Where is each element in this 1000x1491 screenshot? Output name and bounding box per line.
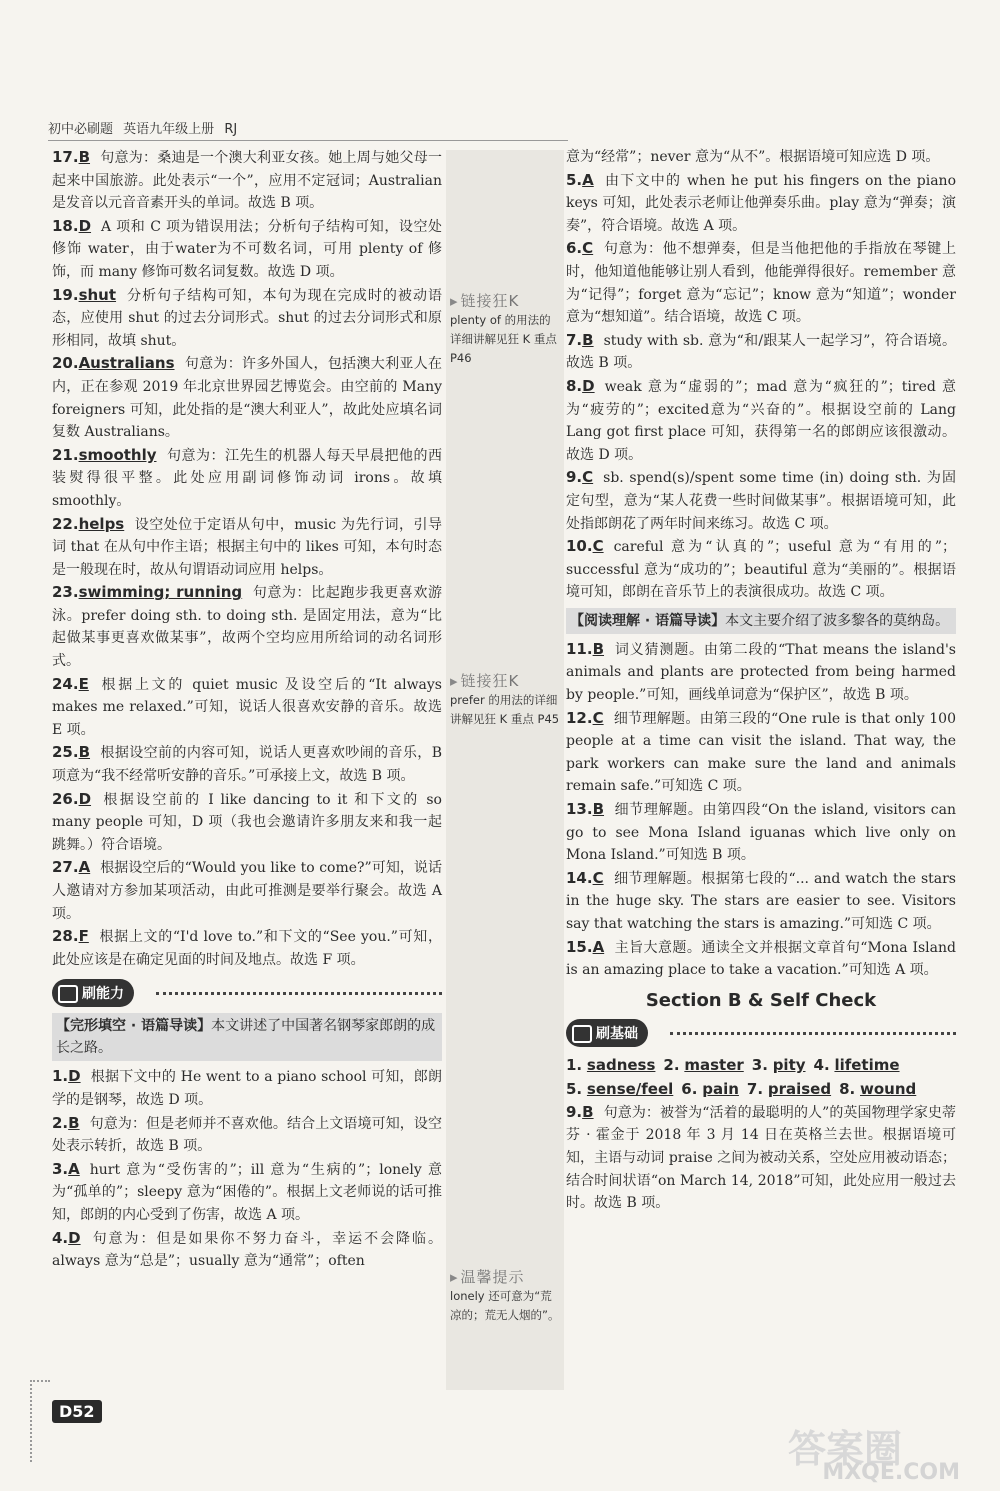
- question-number: 26.: [52, 789, 79, 808]
- question-number: 20.: [52, 354, 79, 373]
- answer-key: D: [582, 376, 595, 395]
- vocab-answer: lifetime: [834, 1055, 900, 1074]
- answer-key: A: [592, 937, 605, 956]
- vocab-row-1: [566, 1053, 956, 1077]
- question-number: 13.: [566, 800, 593, 819]
- answer-item: [52, 1112, 442, 1158]
- answer-item: [566, 466, 956, 535]
- vocab-number: 7.: [746, 1079, 764, 1098]
- explanation-text: 句意为：比起跑步我更喜欢游泳。prefer doing sth. to doing sth. 是固定用法，意为“比起做某事更喜欢做某事”，故两个空均应用所给词的动名词形式。: [52, 585, 442, 670]
- explanation-text: careful 意为“认真的”；useful 意为“有用的”；successful 意为“成功的”；beautiful 意为“美丽的”。根据语境可知，郎朗在音乐节上的表演很成功。故选 C 项。: [566, 539, 956, 601]
- explanation-text: 根据上文的 quiet music 及设空后的“It always makes me relaxed.”可知，说话人很喜欢安静的音乐。故选 E 项。: [52, 676, 442, 738]
- answer-key: C: [582, 239, 594, 258]
- answer-list-reading: [566, 638, 956, 982]
- answer-item: [52, 1065, 442, 1111]
- question-number: 3.: [52, 1159, 69, 1178]
- explanation-text: hurt 意为“受伤害的”；ill 意为“生病的”；lonely 意为“孤单的”；sleepy 意为“困倦的”。根据上文老师说的话可推知，郎朗的内心受到了伤害，故选 A 项。: [52, 1161, 442, 1223]
- answer-key: C: [592, 868, 604, 887]
- vocab-number: 2.: [663, 1055, 680, 1074]
- answer-item: [52, 673, 442, 742]
- answer-item: [52, 444, 442, 513]
- question-number: 8.: [566, 376, 583, 395]
- page-corner-mark: [30, 1380, 50, 1462]
- question-number: 27.: [52, 858, 79, 877]
- answer-key: A: [582, 170, 594, 189]
- answer-item: [566, 707, 956, 798]
- question-number: 23.: [52, 583, 79, 602]
- explanation-text: 细节理解题。由第四段“On the island, visitors can go to see Mona Island iguanas which live only on Mona Island.”可知选 B 项。: [566, 802, 956, 864]
- reading-guide: [566, 608, 956, 634]
- answer-item: [52, 925, 442, 971]
- vocab-answer: pain: [702, 1079, 739, 1098]
- answer-key: D: [78, 789, 92, 808]
- guide-text: 本文主要介绍了波多黎各的莫纳岛。: [725, 612, 950, 629]
- answer-key: E: [78, 674, 89, 693]
- answer-key: B: [78, 148, 91, 166]
- answer-key: swimming; running: [78, 583, 243, 602]
- answer-key: C: [592, 708, 604, 727]
- answer-key: B: [592, 639, 605, 658]
- answer-item: [52, 513, 442, 582]
- explanation-text: 句意为：桑迪是一个澳大利亚女孩。她上周与她父母一起来中国旅游。此处表示“一个”，应用不定冠词；Australian 是发音以元音音素开头的单词。故选 B 项。: [52, 150, 442, 212]
- question-number: 6.: [566, 239, 583, 258]
- vocab-number: 1.: [566, 1055, 583, 1074]
- book-grade: 英语九年级上册: [123, 122, 215, 137]
- answer-key: B: [582, 330, 594, 349]
- answer-item: [52, 146, 442, 215]
- note-text: plenty of 的用法的详细讲解见狂 K 重点 P46: [450, 313, 557, 365]
- left-column: [52, 146, 442, 1273]
- cloze-guide: [52, 1013, 442, 1061]
- answer-key: shut: [78, 285, 117, 304]
- question-number: 17.: [52, 148, 79, 166]
- explanation-text: 句意为：他不想弹奏，但是当他把他的手指放在琴键上时，他知道他能够让别人看到，他能弹得很好。remember 意为“记得”；forget 意为“忘记”；know 意为“知道”；wonder 意为“想知道”。结合语境，故选 C 项。: [566, 241, 956, 326]
- answer-key: C: [582, 468, 594, 487]
- banner-dots: [156, 992, 442, 995]
- question-number: 7.: [566, 330, 583, 349]
- question-number: 10.: [566, 537, 593, 556]
- vocab-answer: master: [684, 1055, 744, 1074]
- explanation-text: 词义猜测题。由第二段的“That means the island's animals and plants are protected from being harmed by people.”可知，画线单词意为“保护区”，故选 B 项。: [566, 641, 956, 704]
- right-column: [566, 146, 956, 1215]
- answer-item: [52, 215, 442, 284]
- explanation-text: 根据设空后的“Would you like to come?”可知，说话人邀请对方参加某项活动，由此可推测是要举行聚会。故选 A 项。: [52, 860, 442, 922]
- section-banner-basic: [566, 1019, 956, 1047]
- answer-item: [566, 867, 956, 936]
- answer-key: C: [592, 537, 604, 556]
- book-edition: RJ: [224, 122, 238, 137]
- watermark-logo: 答案圈: [787, 1427, 902, 1471]
- answer-list-left: [52, 146, 442, 971]
- explanation-text: 设空处位于定语从句中，music 为先行词，引导词 that 在从句中作主语；根据主句中的 likes 可知，本句时态是一般现在时，故从句谓语动词应用 helps。: [52, 516, 442, 578]
- answer-key: Australians: [78, 354, 175, 373]
- explanation-text: weak 意为“虚弱的”；mad 意为“疯狂的”；tired 意为“疲劳的”；excited意为“兴奋的”。根据设空前的 Lang Lang got first place 可知，获得第一名的郎朗应该很激动。故选 D 项。: [566, 378, 956, 463]
- banner-dots: [670, 1032, 956, 1035]
- watermark-url: MXQE.COM: [822, 1460, 960, 1485]
- answer-list-right: [566, 169, 956, 604]
- section-title: Section B & Self Check: [645, 989, 877, 1011]
- question-number: 15.: [566, 937, 593, 956]
- answer-key: B: [592, 800, 605, 819]
- answer-item: [52, 284, 442, 353]
- answer-key: B: [582, 1102, 594, 1121]
- vocab-number: 8.: [839, 1079, 856, 1098]
- vocab-number: 6.: [681, 1079, 698, 1098]
- answer-key: B: [78, 743, 91, 762]
- note-link-1: [450, 292, 562, 368]
- running-header: [48, 118, 568, 141]
- vocab-row-2: [566, 1077, 956, 1101]
- answer-item: [566, 1101, 956, 1215]
- answer-item: [566, 329, 956, 375]
- answer-item: [52, 1227, 442, 1273]
- explanation-text: study with sb. 意为“和/跟某人一起学习”，符合语境。故选 B 项。: [566, 332, 956, 372]
- answer-item: [566, 798, 956, 867]
- note-text: prefer 的用法的详细讲解见狂 K 重点 P45: [450, 693, 560, 726]
- guide-title: 【完形填空 · 语篇导读】: [56, 1018, 212, 1035]
- explanation-text: 根据设空前的内容可知，说话人更喜欢吵闹的音乐，B 项意为“我不经常听安静的音乐。”可承接上文，故选 B 项。: [52, 745, 442, 785]
- explanation-text: 由下文中的 when he put his fingers on the piano keys 可知，此处表示老师让他弹奏乐曲。play 意为“弹奏；演奏”，符合语境。故选 A 项。: [566, 172, 956, 234]
- vocab-number: 3.: [751, 1055, 768, 1074]
- note-title: ▸ 链接狂K: [450, 292, 562, 311]
- answer-item: [52, 352, 442, 443]
- explanation-text: 细节理解题。由第三段的“One rule is that only 100 people at a time can visit the island. That way, the park workers can make sure the land and animals remain safe.”可知选 C 项。: [566, 710, 956, 795]
- question-number: 5.: [566, 170, 583, 189]
- vocab-answer: pity: [772, 1055, 806, 1074]
- explanation-text: A 项和 C 项为错误用法；分析句子结构可知，设空处修饰 water，由于water为不可数名词，可用 plenty of 修饰，而 many 修饰可数名词复数。故选 D 项。: [52, 218, 442, 280]
- explanation-text: 句意为：许多外国人，包括澳大利亚人在内，正在参观 2019 年北京世界园艺博览会。由空前的 Many foreigners 可知，此处指的是“澳大利亚人”，故此处应填名词复数 Australians。: [52, 356, 442, 441]
- explanation-text: 根据上文的“I'd love to.”和下文的“See you.”可知，此处应该是在确定见面的时间及地点。故选 F 项。: [52, 929, 442, 968]
- answer-item: [52, 856, 442, 925]
- vocab-answer: sense/feel: [586, 1079, 674, 1098]
- note-title: ▸ 链接狂K: [450, 672, 562, 691]
- answer-item: [566, 535, 956, 604]
- answer-key: D: [68, 1067, 81, 1086]
- explanation-text: 句意为：被誉为“活着的最聪明的人”的英国物理学家史蒂芬 · 霍金于 2018 年 3 月 14 日在英格兰去世。根据语境可知，主语与动词 praise 之间为被动关系，空处应用被动语态；结合时间状语“on March 14, 2018”可知，此处应用一般过去时。故选 B 项。: [566, 1104, 956, 1212]
- answer-key: A: [68, 1159, 80, 1178]
- section-banner-ability: [52, 979, 442, 1007]
- answer-item: [52, 1158, 442, 1227]
- question-number: 21.: [52, 445, 79, 464]
- answer-list-cloze: [52, 1065, 442, 1272]
- question-number: 28.: [52, 927, 79, 946]
- note-link-2: [450, 672, 562, 729]
- note-tip: [450, 1268, 562, 1325]
- answer-item: [566, 638, 956, 707]
- question-number: 25.: [52, 743, 79, 762]
- banner-label: 刷能力: [52, 979, 134, 1007]
- question-number: 4.: [52, 1228, 69, 1247]
- answer-key: D: [68, 1228, 81, 1247]
- answer-item: [52, 581, 442, 672]
- question-number: 2.: [52, 1113, 69, 1132]
- explanation-text: 细节理解题。根据第七段的“... and watch the stars in the huge sky. The stars are easier to see. Visitors say that watching the stars is amazing.”可知选 C 项。: [566, 870, 956, 932]
- continued-text: 意为“经常”；never 意为“从不”。根据语境可知应选 D 项。: [566, 149, 940, 165]
- book-title: 初中必刷题: [48, 122, 114, 137]
- vocab-number: 5.: [566, 1079, 583, 1098]
- answer-key: D: [78, 216, 92, 235]
- explanation-text: 句意为：但是如果你不努力奋斗，幸运不会降临。always 意为“总是”；usually 意为“通常”；often: [52, 1230, 442, 1270]
- page-number: D52: [52, 1400, 102, 1423]
- question-number: 19.: [52, 285, 79, 304]
- question-number: 9.: [566, 468, 583, 487]
- question-number: 14.: [566, 868, 593, 887]
- question-number: 22.: [52, 514, 79, 533]
- answer-key: helps: [78, 514, 125, 533]
- explanation-text: 句意为：江先生的机器人每天早晨把他的西装熨得很平整。此处应用副词修饰动词 irons。故填 smoothly。: [52, 447, 442, 509]
- guide-text: 本文讲述了中国著名钢琴家郎朗的成长之路。: [56, 1018, 436, 1057]
- answer-list-grammar: [566, 1101, 956, 1215]
- answer-item: [52, 741, 442, 787]
- explanation-text: 分析句子结构可知，本句为现在完成时的被动语态，应使用 shut 的过去分词形式。shut 的过去分词形式和原形相同，故填 shut。: [52, 287, 442, 349]
- question-number: 11.: [566, 639, 593, 658]
- answer-item: [566, 169, 956, 238]
- explanation-text: 句意为：但是老师并不喜欢他。结合上文语境可知，设空处表示转折，故选 B 项。: [52, 1115, 442, 1155]
- vocab-answer: wound: [860, 1079, 917, 1098]
- banner-label: 刷基础: [566, 1019, 648, 1047]
- guide-title: 【阅读理解 · 语篇导读】: [570, 612, 726, 629]
- question-number: 12.: [566, 708, 593, 727]
- question-number: 24.: [52, 674, 79, 693]
- note-text: lonely 还可意为“荒凉的；荒无人烟的”。: [450, 1289, 560, 1322]
- question-number: 18.: [52, 216, 79, 235]
- question-number: 9.: [566, 1102, 583, 1121]
- vocab-number: 4.: [813, 1055, 830, 1074]
- answer-key: A: [78, 858, 91, 877]
- answer-key: F: [78, 927, 89, 946]
- answer-key: B: [68, 1113, 80, 1132]
- question-number: 1.: [52, 1067, 69, 1086]
- vocab-answer: praised: [767, 1079, 832, 1098]
- explanation-text: 根据设空前的 I like dancing to it 和下文的 so many people 可知，D 项（我也会邀请许多朋友来和我一起跳舞。）符合语境。: [52, 791, 442, 853]
- explanation-text: sb. spend(s)/spent some time (in) doing sth. 为固定句型，意为“某人花费一些时间做某事”。根据语境可知，此处指郎朗花了两年时间来练习。故选 C 项。: [566, 470, 956, 532]
- note-title: ▸ 温馨提示: [450, 1268, 562, 1287]
- answer-item: [566, 237, 956, 328]
- explanation-text: 主旨大意题。通读全文并根据文章首句“Mona Island is an amazing place to take a vacation.”可知选 A 项。: [566, 939, 956, 979]
- answer-item: [566, 936, 956, 982]
- vocab-answer: sadness: [586, 1055, 656, 1074]
- answer-item: [52, 788, 442, 857]
- answer-item: [566, 375, 956, 466]
- answer-key: smoothly: [78, 445, 157, 464]
- explanation-text: 根据下文中的 He went to a piano school 可知，郎朗学的是钢琴，故选 D 项。: [52, 1069, 442, 1108]
